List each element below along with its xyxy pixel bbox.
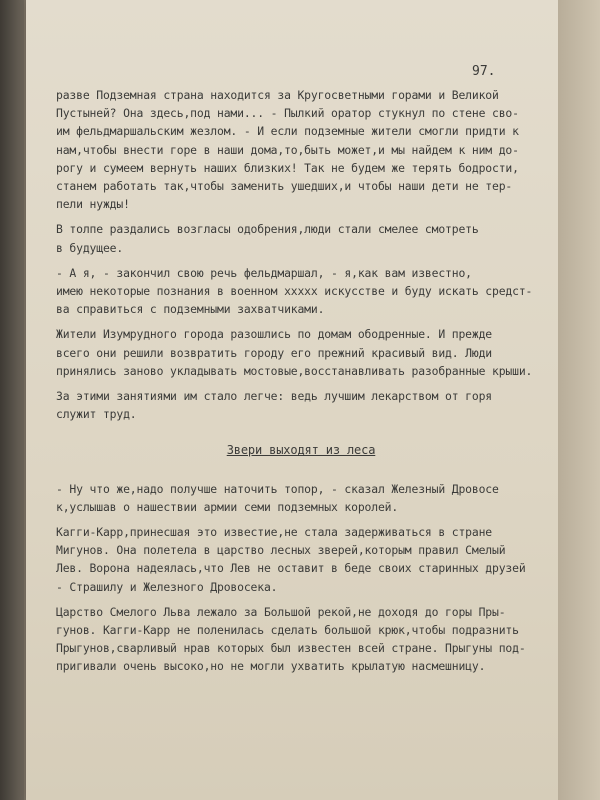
text-line: станем работать так,чтобы заменить ушедших,и чтобы наши дети не тер- — [56, 179, 513, 194]
text-line: Царство Смелого Льва лежало за Большой рекой,не доходя до горы Пры- — [56, 604, 506, 619]
text-before-heading — [56, 86, 546, 423]
text-after-heading — [56, 480, 546, 676]
page-stack-edge — [558, 0, 600, 800]
text-line: В толпе раздались возгласы одобрения,люди стали смелее смотреть — [56, 222, 479, 237]
text-line: к,услышав о нашествии армии семи подземных королей. — [56, 499, 399, 514]
paragraph — [56, 325, 546, 380]
paragraph — [56, 86, 546, 213]
text-line: пели нужды! — [56, 197, 130, 212]
text-line: разве Подземная страна находится за Кругосветными горами и Великой — [56, 88, 499, 102]
text-line: пригивали очень высоко,но не могли ухватить крылатую насмешницу. — [56, 659, 486, 674]
text-line: им фельдмаршальским жезлом. - И если подземные жители смогли придти к — [56, 124, 519, 139]
text-line: нам,чтобы внести горе в наши дома,то,быть может,и мы найдем к ним до- — [56, 142, 519, 157]
text-line: Жители Изумрудного города разошлись по домам ободренные. И прежде — [56, 327, 493, 342]
text-line: Лев. Ворона надеялась,что Лев не оставит в беде своих старинных друзей — [56, 561, 526, 576]
text-line: гунов. Кагги-Карр не поленилась сделать большой крюк,чтобы подразнить — [56, 623, 519, 638]
text-line: имею некоторые познания в военном ххххх искусстве и буду искать средст- — [56, 284, 533, 299]
text-line: служит труд. — [56, 407, 137, 422]
text-line: Кагги-Карр,принесшая это известие,не стала задерживаться в стране — [56, 525, 493, 540]
text-line: - А я, - закончил свою речь фельдмаршал, - я,как вам известно, — [56, 265, 472, 280]
paragraph — [56, 264, 546, 319]
paragraph — [56, 603, 546, 676]
chapter-heading: Звери выходят из леса — [226, 443, 376, 458]
paragraph — [56, 480, 546, 516]
text-line: в будущее. — [56, 240, 124, 255]
page-text — [56, 86, 546, 683]
text-line: Пустыней? Она здесь,под нами... - Пылкий оратор стукнул по стене сво- — [56, 106, 519, 121]
paragraph — [56, 220, 546, 256]
binder-edge — [0, 0, 24, 800]
text-line: принялись заново укладывать мостовые,восстанавливать разобранные крыши. — [56, 363, 533, 378]
text-line: - Ну что же,надо получше наточить топор, - сказал Железный Дровосе — [56, 481, 499, 496]
text-line: - Страшилу и Железного Дровосека. — [56, 579, 278, 594]
text-line: рогу и сумеем вернуть наших близких! Так не будем же терять бодрости, — [56, 160, 519, 175]
paragraph — [56, 387, 546, 423]
text-line: всего они решили возвратить городу его прежний красивый вид. Люди — [56, 345, 493, 360]
text-line: ва справиться с подземными захватчиками. — [56, 302, 325, 317]
text-line: Мигунов. Она полетела в царство лесных зверей,которым правил Смелый — [56, 543, 506, 558]
text-line: За этими занятиями им стало легче: ведь лучшим лекарством от горя — [56, 389, 493, 404]
text-line: Прыгунов,сварливый нрав которых был известен всей стране. Прыгуны под- — [56, 641, 526, 656]
page-number: 97. — [472, 64, 496, 79]
paragraph — [56, 523, 546, 596]
